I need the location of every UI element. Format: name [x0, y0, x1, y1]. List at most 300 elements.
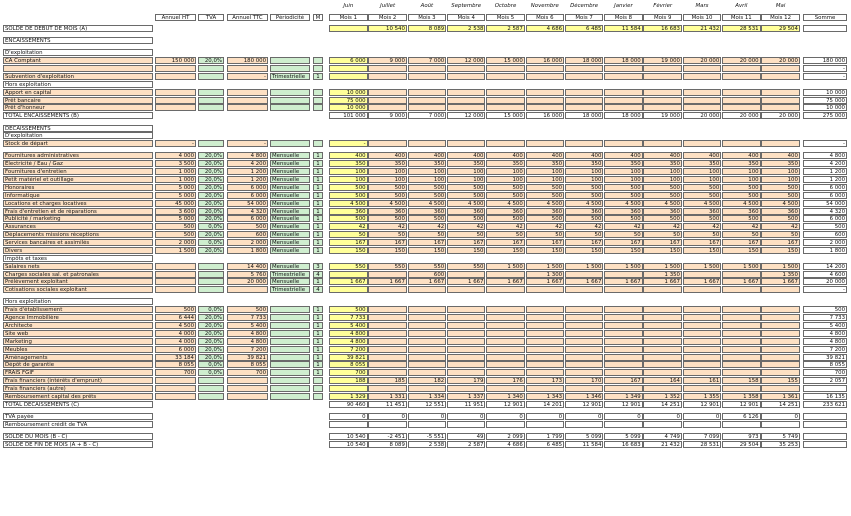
month-value-cell[interactable]: 400 [722, 152, 761, 159]
month-value-cell[interactable]: 50 [408, 231, 447, 238]
month-value-cell[interactable] [565, 104, 604, 111]
annual-ttc-cell[interactable]: 4 200 [227, 160, 268, 167]
periodicity-cell[interactable] [270, 361, 310, 368]
start-month-cell[interactable]: 1 [313, 247, 323, 254]
annual-ht-cell[interactable]: 2 000 [155, 239, 196, 246]
annual-ht-cell[interactable]: 150 000 [155, 57, 196, 64]
start-month-cell[interactable]: 1 [313, 239, 323, 246]
month-value-cell[interactable]: 500 [565, 215, 604, 222]
start-month-cell[interactable]: 1 [313, 338, 323, 345]
start-month-cell[interactable] [313, 104, 323, 111]
month-value-cell[interactable] [526, 369, 565, 376]
month-value-cell[interactable] [643, 346, 682, 353]
annual-ht-cell[interactable]: 700 [155, 369, 196, 376]
start-month-cell[interactable] [313, 385, 323, 392]
month-value-cell[interactable] [604, 314, 643, 321]
month-value-cell[interactable] [526, 322, 565, 329]
month-value-cell[interactable] [604, 73, 643, 80]
month-value-cell[interactable]: 500 [329, 306, 368, 313]
month-value-cell[interactable]: 1 352 [643, 393, 682, 400]
sum-cell[interactable]: - [803, 140, 847, 147]
periodicity-cell[interactable]: Mensuelle [270, 263, 310, 270]
month-value-cell[interactable] [565, 354, 604, 361]
start-month-cell[interactable]: 1 [313, 208, 323, 215]
month-value-cell[interactable]: 7 000 [408, 57, 447, 64]
month-value-cell[interactable] [643, 104, 682, 111]
sum-cell[interactable]: 16 135 [803, 393, 847, 400]
sum-cell[interactable]: 500 [803, 223, 847, 230]
month-value-cell[interactable]: 50 [604, 231, 643, 238]
periodicity-cell[interactable]: Mensuelle [270, 247, 310, 254]
row-label[interactable]: Remboursement capital des prêts [3, 393, 153, 400]
month-value-cell[interactable]: 500 [722, 184, 761, 191]
month-value-cell[interactable]: 167 [565, 239, 604, 246]
month-value-cell[interactable] [761, 286, 800, 293]
month-value-cell[interactable]: 4 500 [526, 200, 565, 207]
month-value-cell[interactable] [761, 306, 800, 313]
annual-ht-cell[interactable]: 500 [155, 223, 196, 230]
month-value-cell[interactable] [408, 330, 447, 337]
month-value-cell[interactable]: 10 000 [329, 89, 368, 96]
month-value-cell[interactable]: 1 361 [761, 393, 800, 400]
month-value-cell[interactable]: 1 500 [722, 263, 761, 270]
periodicity-cell[interactable] [270, 57, 310, 64]
tva-rate-cell[interactable] [198, 97, 224, 104]
periodicity-cell[interactable] [270, 346, 310, 353]
month-value-cell[interactable] [565, 314, 604, 321]
annual-ttc-cell[interactable]: 1 800 [227, 247, 268, 254]
start-month-cell[interactable] [313, 140, 323, 147]
month-value-cell[interactable]: 176 [486, 377, 525, 384]
tva-rate-cell[interactable]: 20,0% [198, 192, 224, 199]
sum-cell[interactable]: 20 000 [803, 278, 847, 285]
month-value-cell[interactable] [447, 369, 486, 376]
start-month-cell[interactable]: 1 [313, 306, 323, 313]
row-label[interactable]: Informatique [3, 192, 153, 199]
periodicity-cell[interactable]: Mensuelle [270, 208, 310, 215]
month-value-cell[interactable] [722, 346, 761, 353]
month-value-cell[interactable]: 50 [368, 231, 407, 238]
month-value-cell[interactable]: 7 200 [329, 346, 368, 353]
month-value-cell[interactable] [565, 65, 604, 72]
month-value-cell[interactable] [722, 104, 761, 111]
month-value-cell[interactable] [722, 338, 761, 345]
month-value-cell[interactable]: 150 [565, 247, 604, 254]
month-value-cell[interactable]: 100 [486, 176, 525, 183]
month-value-cell[interactable]: 150 [368, 247, 407, 254]
tva-rate-cell[interactable]: 20,0% [198, 247, 224, 254]
annual-ttc-cell[interactable] [227, 385, 268, 392]
tva-rate-cell[interactable]: 20,0% [198, 231, 224, 238]
annual-ht-cell[interactable] [155, 65, 196, 72]
month-value-cell[interactable]: 50 [329, 231, 368, 238]
month-value-cell[interactable] [486, 361, 525, 368]
month-value-cell[interactable] [408, 89, 447, 96]
month-value-cell[interactable]: 4 800 [329, 338, 368, 345]
month-value-cell[interactable] [447, 338, 486, 345]
annual-ht-cell[interactable] [155, 104, 196, 111]
sum-cell[interactable]: 4 800 [803, 152, 847, 159]
month-value-cell[interactable] [329, 385, 368, 392]
annual-ht-cell[interactable] [155, 393, 196, 400]
month-value-cell[interactable]: 500 [643, 215, 682, 222]
row-label[interactable]: Divers [3, 247, 153, 254]
month-value-cell[interactable]: 100 [604, 176, 643, 183]
month-value-cell[interactable]: 50 [722, 231, 761, 238]
month-value-cell[interactable] [761, 97, 800, 104]
month-value-cell[interactable] [408, 369, 447, 376]
month-value-cell[interactable]: 500 [526, 215, 565, 222]
month-value-cell[interactable]: 1 500 [565, 263, 604, 270]
row-label[interactable]: Electricité / Eau / Gaz [3, 160, 153, 167]
month-value-cell[interactable] [368, 73, 407, 80]
row-label[interactable]: Prêt d'honneur [3, 104, 153, 111]
month-value-cell[interactable] [722, 73, 761, 80]
month-value-cell[interactable]: 350 [368, 160, 407, 167]
month-value-cell[interactable]: 1 355 [683, 393, 722, 400]
month-value-cell[interactable]: 100 [368, 168, 407, 175]
month-value-cell[interactable] [683, 89, 722, 96]
month-value-cell[interactable]: 164 [643, 377, 682, 384]
month-value-cell[interactable] [565, 97, 604, 104]
month-value-cell[interactable]: 1 349 [604, 393, 643, 400]
tva-rate-cell[interactable]: 20,0% [198, 354, 224, 361]
periodicity-cell[interactable]: Mensuelle [270, 192, 310, 199]
month-value-cell[interactable] [447, 97, 486, 104]
month-value-cell[interactable] [329, 286, 368, 293]
month-value-cell[interactable] [683, 65, 722, 72]
month-value-cell[interactable]: 100 [683, 176, 722, 183]
month-value-cell[interactable] [368, 314, 407, 321]
tva-rate-cell[interactable] [198, 104, 224, 111]
month-value-cell[interactable] [722, 322, 761, 329]
month-value-cell[interactable] [565, 385, 604, 392]
month-value-cell[interactable] [761, 89, 800, 96]
month-value-cell[interactable]: 50 [761, 231, 800, 238]
periodicity-cell[interactable] [270, 330, 310, 337]
annual-ttc-cell[interactable]: 4 320 [227, 208, 268, 215]
month-value-cell[interactable] [604, 354, 643, 361]
month-value-cell[interactable]: 185 [368, 377, 407, 384]
month-value-cell[interactable]: 50 [565, 231, 604, 238]
row-label[interactable]: Publicité / marketing [3, 215, 153, 222]
month-value-cell[interactable]: 100 [604, 168, 643, 175]
periodicity-cell[interactable] [270, 377, 310, 384]
sum-cell[interactable]: 700 [803, 369, 847, 376]
month-value-cell[interactable]: 20 000 [722, 57, 761, 64]
month-value-cell[interactable] [722, 286, 761, 293]
month-value-cell[interactable]: 400 [329, 152, 368, 159]
month-value-cell[interactable]: 400 [408, 152, 447, 159]
periodicity-cell[interactable] [270, 338, 310, 345]
month-value-cell[interactable] [447, 385, 486, 392]
sum-cell[interactable]: 14 200 [803, 263, 847, 270]
month-value-cell[interactable]: 4 500 [643, 200, 682, 207]
month-value-cell[interactable]: - [329, 140, 368, 147]
month-value-cell[interactable] [408, 306, 447, 313]
month-value-cell[interactable]: 1 358 [722, 393, 761, 400]
month-value-cell[interactable] [761, 330, 800, 337]
annual-ttc-cell[interactable]: 700 [227, 369, 268, 376]
sum-cell[interactable]: 6 000 [803, 215, 847, 222]
month-value-cell[interactable]: 100 [565, 176, 604, 183]
row-label[interactable] [3, 65, 153, 72]
start-month-cell[interactable]: 1 [313, 168, 323, 175]
month-value-cell[interactable]: 550 [329, 263, 368, 270]
month-value-cell[interactable] [408, 97, 447, 104]
month-value-cell[interactable] [368, 330, 407, 337]
month-value-cell[interactable]: 42 [565, 223, 604, 230]
start-month-cell[interactable]: 1 [313, 278, 323, 285]
month-value-cell[interactable]: 42 [643, 223, 682, 230]
month-value-cell[interactable]: 50 [526, 231, 565, 238]
month-value-cell[interactable] [683, 271, 722, 278]
start-month-cell[interactable]: 1 [313, 215, 323, 222]
month-value-cell[interactable]: 16 000 [526, 57, 565, 64]
start-month-cell[interactable] [313, 57, 323, 64]
month-value-cell[interactable] [761, 322, 800, 329]
month-value-cell[interactable]: 150 [486, 247, 525, 254]
month-value-cell[interactable]: 500 [329, 215, 368, 222]
row-label[interactable]: Architecte [3, 322, 153, 329]
periodicity-cell[interactable]: Mensuelle [270, 215, 310, 222]
month-value-cell[interactable] [643, 369, 682, 376]
sum-cell[interactable]: 180 000 [803, 57, 847, 64]
month-value-cell[interactable]: 500 [408, 192, 447, 199]
month-value-cell[interactable]: 150 [683, 247, 722, 254]
annual-ttc-cell[interactable] [227, 104, 268, 111]
month-value-cell[interactable]: 100 [643, 168, 682, 175]
month-value-cell[interactable]: 4 500 [368, 200, 407, 207]
start-month-cell[interactable]: 1 [313, 322, 323, 329]
month-value-cell[interactable] [604, 97, 643, 104]
start-month-cell[interactable]: 1 [313, 152, 323, 159]
month-value-cell[interactable]: 500 [408, 215, 447, 222]
month-value-cell[interactable]: 4 500 [565, 200, 604, 207]
annual-ttc-cell[interactable]: 4 800 [227, 330, 268, 337]
month-value-cell[interactable]: 1 500 [643, 263, 682, 270]
periodicity-cell[interactable]: Mensuelle [270, 278, 310, 285]
sum-cell[interactable]: 7 733 [803, 314, 847, 321]
month-value-cell[interactable]: 600 [408, 271, 447, 278]
periodicity-cell[interactable] [270, 314, 310, 321]
month-value-cell[interactable]: 150 [447, 247, 486, 254]
month-value-cell[interactable]: 173 [526, 377, 565, 384]
month-value-cell[interactable]: 400 [683, 152, 722, 159]
month-value-cell[interactable]: 4 500 [604, 200, 643, 207]
row-label[interactable]: Aménagements [3, 354, 153, 361]
month-value-cell[interactable] [565, 330, 604, 337]
periodicity-cell[interactable] [270, 393, 310, 400]
month-value-cell[interactable]: 167 [408, 239, 447, 246]
month-value-cell[interactable] [447, 361, 486, 368]
month-value-cell[interactable] [761, 65, 800, 72]
month-value-cell[interactable]: 500 [329, 192, 368, 199]
month-value-cell[interactable] [761, 314, 800, 321]
month-value-cell[interactable] [604, 65, 643, 72]
periodicity-cell[interactable]: Mensuelle [270, 152, 310, 159]
month-value-cell[interactable] [761, 369, 800, 376]
month-value-cell[interactable] [526, 361, 565, 368]
month-value-cell[interactable]: 1 667 [408, 278, 447, 285]
month-value-cell[interactable]: 500 [486, 184, 525, 191]
tva-rate-cell[interactable]: 20,0% [198, 330, 224, 337]
month-value-cell[interactable]: 42 [604, 223, 643, 230]
annual-ht-cell[interactable]: 3 500 [155, 160, 196, 167]
month-value-cell[interactable] [565, 322, 604, 329]
month-value-cell[interactable]: 350 [408, 160, 447, 167]
month-value-cell[interactable]: 500 [643, 184, 682, 191]
annual-ttc-cell[interactable]: 180 000 [227, 57, 268, 64]
sum-cell[interactable]: 7 200 [803, 346, 847, 353]
month-value-cell[interactable]: 500 [683, 215, 722, 222]
month-value-cell[interactable]: 360 [329, 208, 368, 215]
month-value-cell[interactable]: 100 [565, 168, 604, 175]
month-value-cell[interactable] [683, 140, 722, 147]
month-value-cell[interactable]: 1 340 [486, 393, 525, 400]
month-value-cell[interactable] [526, 306, 565, 313]
sum-cell[interactable]: 6 000 [803, 184, 847, 191]
annual-ttc-cell[interactable]: 4 800 [227, 338, 268, 345]
month-value-cell[interactable]: 360 [486, 208, 525, 215]
row-label[interactable]: Petit matériel et outillage [3, 176, 153, 183]
month-value-cell[interactable] [761, 361, 800, 368]
month-value-cell[interactable] [722, 354, 761, 361]
month-value-cell[interactable] [643, 385, 682, 392]
row-label[interactable]: Fournitures d'entretien [3, 168, 153, 175]
month-value-cell[interactable]: 500 [447, 184, 486, 191]
tva-rate-cell[interactable]: 0,0% [198, 223, 224, 230]
month-value-cell[interactable]: 1 500 [486, 263, 525, 270]
month-value-cell[interactable]: 360 [526, 208, 565, 215]
month-value-cell[interactable]: 12 000 [447, 57, 486, 64]
month-value-cell[interactable]: 350 [761, 160, 800, 167]
month-value-cell[interactable] [761, 354, 800, 361]
month-value-cell[interactable] [368, 346, 407, 353]
tva-rate-cell[interactable]: 20,0% [198, 168, 224, 175]
month-value-cell[interactable]: 4 500 [486, 200, 525, 207]
sum-cell[interactable]: 1 200 [803, 168, 847, 175]
month-value-cell[interactable] [486, 286, 525, 293]
annual-ttc-cell[interactable]: 20 000 [227, 278, 268, 285]
row-label[interactable]: Subvention d'exploitation [3, 73, 153, 80]
annual-ht-cell[interactable] [155, 271, 196, 278]
month-value-cell[interactable]: 150 [643, 247, 682, 254]
month-value-cell[interactable] [643, 65, 682, 72]
annual-ttc-cell[interactable]: 7 200 [227, 346, 268, 353]
month-value-cell[interactable]: 360 [565, 208, 604, 215]
month-value-cell[interactable] [565, 369, 604, 376]
month-value-cell[interactable] [408, 354, 447, 361]
month-value-cell[interactable]: 1 667 [761, 278, 800, 285]
annual-ttc-cell[interactable]: 8 055 [227, 361, 268, 368]
annual-ttc-cell[interactable]: 4 800 [227, 152, 268, 159]
month-value-cell[interactable] [447, 354, 486, 361]
sum-cell[interactable] [803, 385, 847, 392]
month-value-cell[interactable] [761, 140, 800, 147]
month-value-cell[interactable] [722, 361, 761, 368]
start-month-cell[interactable] [313, 65, 323, 72]
month-value-cell[interactable] [643, 306, 682, 313]
month-value-cell[interactable]: 100 [447, 176, 486, 183]
sum-cell[interactable]: 1 200 [803, 176, 847, 183]
month-value-cell[interactable]: 100 [368, 176, 407, 183]
annual-ttc-cell[interactable]: 600 [227, 231, 268, 238]
tva-rate-cell[interactable] [198, 385, 224, 392]
month-value-cell[interactable] [486, 97, 525, 104]
month-value-cell[interactable]: 42 [447, 223, 486, 230]
tva-rate-cell[interactable] [198, 65, 224, 72]
month-value-cell[interactable] [761, 338, 800, 345]
month-value-cell[interactable] [565, 338, 604, 345]
month-value-cell[interactable]: 500 [368, 192, 407, 199]
sum-cell[interactable]: 2 057 [803, 377, 847, 384]
start-month-cell[interactable]: 1 [313, 231, 323, 238]
month-value-cell[interactable]: 360 [368, 208, 407, 215]
month-value-cell[interactable]: 1 667 [643, 278, 682, 285]
month-value-cell[interactable]: 150 [761, 247, 800, 254]
annual-ttc-cell[interactable]: 54 000 [227, 200, 268, 207]
annual-ht-cell[interactable]: - [155, 140, 196, 147]
sum-cell[interactable]: 39 821 [803, 354, 847, 361]
periodicity-cell[interactable] [270, 369, 310, 376]
annual-ht-cell[interactable]: 5 000 [155, 192, 196, 199]
start-month-cell[interactable] [313, 393, 323, 400]
month-value-cell[interactable]: 42 [683, 223, 722, 230]
month-value-cell[interactable]: 188 [329, 377, 368, 384]
month-value-cell[interactable]: 500 [526, 192, 565, 199]
row-label[interactable]: Frais financiers (autre) [3, 385, 153, 392]
row-label[interactable]: Agence Immobilière [3, 314, 153, 321]
month-value-cell[interactable] [643, 322, 682, 329]
annual-ht-cell[interactable] [155, 385, 196, 392]
annual-ttc-cell[interactable]: 39 821 [227, 354, 268, 361]
month-value-cell[interactable]: 167 [604, 377, 643, 384]
month-value-cell[interactable] [604, 89, 643, 96]
month-value-cell[interactable] [368, 104, 407, 111]
month-value-cell[interactable] [643, 140, 682, 147]
sum-cell[interactable]: - [803, 286, 847, 293]
month-value-cell[interactable] [761, 73, 800, 80]
month-value-cell[interactable] [447, 346, 486, 353]
month-value-cell[interactable] [643, 89, 682, 96]
month-value-cell[interactable] [368, 338, 407, 345]
month-value-cell[interactable] [368, 322, 407, 329]
month-value-cell[interactable] [643, 354, 682, 361]
month-value-cell[interactable] [722, 330, 761, 337]
sum-cell[interactable]: 600 [803, 231, 847, 238]
month-value-cell[interactable]: 4 500 [761, 200, 800, 207]
periodicity-cell[interactable] [270, 140, 310, 147]
periodicity-cell[interactable]: Mensuelle [270, 239, 310, 246]
annual-ht-cell[interactable]: 4 000 [155, 152, 196, 159]
row-label[interactable]: Prêt bancaire [3, 97, 153, 104]
start-month-cell[interactable]: 1 [313, 314, 323, 321]
month-value-cell[interactable] [604, 286, 643, 293]
month-value-cell[interactable]: 167 [604, 239, 643, 246]
annual-ttc-cell[interactable]: 500 [227, 306, 268, 313]
month-value-cell[interactable]: 170 [565, 377, 604, 384]
annual-ht-cell[interactable]: 1 000 [155, 168, 196, 175]
month-value-cell[interactable] [565, 271, 604, 278]
month-value-cell[interactable]: 158 [722, 377, 761, 384]
month-value-cell[interactable]: 100 [447, 168, 486, 175]
month-value-cell[interactable] [643, 97, 682, 104]
month-value-cell[interactable] [683, 322, 722, 329]
month-value-cell[interactable] [447, 314, 486, 321]
month-value-cell[interactable]: 42 [526, 223, 565, 230]
month-value-cell[interactable] [486, 65, 525, 72]
